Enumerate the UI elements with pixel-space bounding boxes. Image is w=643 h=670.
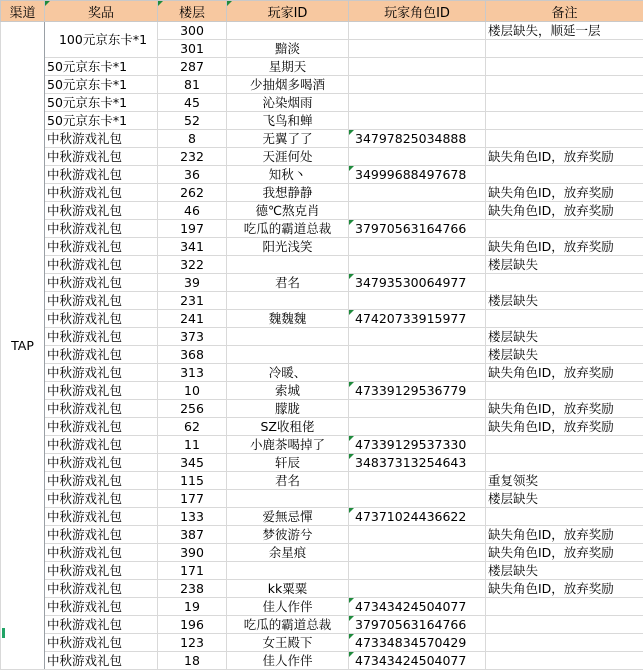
table-row [1,310,643,328]
note-cell[interactable]: 楼层缺失，顺延一层 [486,22,643,40]
role-id-cell[interactable] [349,544,486,562]
player-id-cell[interactable]: 魏魏魏 [227,310,349,328]
prize-cell[interactable]: 中秋游戏礼包 [45,436,158,454]
note-cell[interactable]: 缺失角色ID，放弃奖励 [486,238,643,256]
table-row [1,22,643,40]
floor-cell[interactable]: 171 [158,562,227,580]
player-id-cell[interactable]: 女王殿下 [227,634,349,652]
floor-cell[interactable]: 232 [158,148,227,166]
role-id-cell[interactable] [349,400,486,418]
floor-cell[interactable]: 301 [158,40,227,58]
note-cell[interactable] [486,94,643,112]
floor-cell[interactable]: 238 [158,580,227,598]
note-cell[interactable] [486,310,643,328]
player-id-cell[interactable]: 余星痕 [227,544,349,562]
prize-cell[interactable]: 中秋游戏礼包 [45,364,158,382]
floor-cell[interactable]: 18 [158,652,227,670]
role-id-cell[interactable] [349,292,486,310]
player-id-cell[interactable]: 吃瓜的霸道总裁 [227,616,349,634]
prize-cell[interactable]: 中秋游戏礼包 [45,328,158,346]
floor-cell[interactable]: 373 [158,328,227,346]
floor-cell[interactable]: 287 [158,58,227,76]
floor-cell[interactable]: 390 [158,544,227,562]
prize-cell[interactable]: 中秋游戏礼包 [45,418,158,436]
table-row [1,346,643,364]
prize-cell[interactable]: 中秋游戏礼包 [45,310,158,328]
role-id-cell[interactable] [349,58,486,76]
floor-cell[interactable]: 241 [158,310,227,328]
player-id-cell[interactable]: 无翼了了 [227,130,349,148]
table-row [1,436,643,454]
table-row [1,112,643,130]
note-cell[interactable] [486,220,643,238]
prize-cell[interactable]: 中秋游戏礼包 [45,202,158,220]
note-cell[interactable] [486,508,643,526]
player-id-cell[interactable]: 飞鸟和蝉 [227,112,349,130]
table-row [1,598,643,616]
role-id-cell[interactable] [349,562,486,580]
note-cell[interactable] [486,382,643,400]
floor-cell[interactable]: 197 [158,220,227,238]
table-row [1,76,643,94]
table-row [1,652,643,670]
note-cell[interactable]: 楼层缺失 [486,256,643,274]
note-cell[interactable]: 缺失角色ID，放弃奖励 [486,400,643,418]
floor-cell[interactable]: 345 [158,454,227,472]
player-id-cell[interactable]: 君名 [227,472,349,490]
table-row [1,130,643,148]
player-id-cell[interactable]: 阳光浅笑 [227,238,349,256]
prize-cell[interactable]: 50元京东卡*1 [45,58,158,76]
note-cell[interactable] [486,598,643,616]
player-id-cell[interactable]: 吃瓜的霸道总裁 [227,220,349,238]
prize-cell[interactable]: 中秋游戏礼包 [45,580,158,598]
floor-cell[interactable]: 341 [158,238,227,256]
note-cell[interactable] [486,652,643,670]
role-id-cell[interactable] [349,148,486,166]
floor-cell[interactable]: 256 [158,400,227,418]
floor-cell[interactable]: 46 [158,202,227,220]
note-cell[interactable]: 缺失角色ID，放弃奖励 [486,202,643,220]
floor-cell[interactable]: 133 [158,508,227,526]
role-id-cell[interactable]: 47339129537330 [349,436,486,454]
floor-cell[interactable]: 387 [158,526,227,544]
floor-cell[interactable]: 19 [158,598,227,616]
table-row [1,544,643,562]
role-id-cell[interactable] [349,238,486,256]
table-row [1,148,643,166]
note-cell[interactable] [486,454,643,472]
role-id-cell[interactable] [349,328,486,346]
role-id-cell[interactable]: 47343424504077 [349,652,486,670]
player-id-cell[interactable]: kk粟粟 [227,580,349,598]
note-cell[interactable]: 楼层缺失 [486,328,643,346]
header-channel[interactable]: 渠道 [1,1,45,22]
player-id-cell[interactable]: 爱無忌憚 [227,508,349,526]
prize-cell[interactable]: 中秋游戏礼包 [45,184,158,202]
table-row [1,256,643,274]
floor-cell[interactable]: 81 [158,76,227,94]
table-row [1,400,643,418]
note-cell[interactable] [486,274,643,292]
prize-cell[interactable]: 中秋游戏礼包 [45,490,158,508]
prize-cell[interactable]: 中秋游戏礼包 [45,400,158,418]
prize-cell[interactable]: 中秋游戏礼包 [45,472,158,490]
player-id-cell[interactable] [227,346,349,364]
player-id-cell[interactable]: 小鹿茶喝掉了 [227,436,349,454]
prize-cell[interactable]: 中秋游戏礼包 [45,634,158,652]
floor-cell[interactable]: 196 [158,616,227,634]
prize-cell[interactable]: 50元京东卡*1 [45,112,158,130]
prize-cell[interactable]: 50元京东卡*1 [45,94,158,112]
table-row [1,490,643,508]
floor-cell[interactable]: 177 [158,490,227,508]
prize-cell[interactable]: 中秋游戏礼包 [45,382,158,400]
role-id-cell[interactable]: 34837313254643 [349,454,486,472]
player-id-cell[interactable]: 轩辰 [227,454,349,472]
player-id-cell[interactable]: 知秋丶 [227,166,349,184]
prize-cell[interactable]: 中秋游戏礼包 [45,238,158,256]
player-id-cell[interactable]: 佳人作伴 [227,652,349,670]
floor-cell[interactable]: 36 [158,166,227,184]
note-cell[interactable]: 楼层缺失 [486,292,643,310]
prize-cell[interactable]: 中秋游戏礼包 [45,508,158,526]
role-id-cell[interactable] [349,76,486,94]
selection-handle[interactable] [2,628,5,638]
grid-body [1,22,643,670]
prize-cell[interactable]: 中秋游戏礼包 [45,616,158,634]
player-id-cell[interactable]: 德℃熬克肖 [227,202,349,220]
table-row [1,508,643,526]
table-row [1,238,643,256]
prize-cell[interactable]: 中秋游戏礼包 [45,256,158,274]
table-row [1,166,643,184]
table-row [1,292,643,310]
player-id-cell[interactable] [227,490,349,508]
note-cell[interactable]: 重复领奖 [486,472,643,490]
table-row [1,202,643,220]
note-cell[interactable] [486,112,643,130]
prize-cell[interactable]: 中秋游戏礼包 [45,454,158,472]
role-id-cell[interactable] [349,526,486,544]
role-id-cell[interactable] [349,256,486,274]
player-id-cell[interactable]: 君名 [227,274,349,292]
floor-cell[interactable]: 368 [158,346,227,364]
floor-cell[interactable]: 39 [158,274,227,292]
note-cell[interactable] [486,76,643,94]
role-id-cell[interactable] [349,364,486,382]
table-row [1,364,643,382]
prize-cell[interactable]: 中秋游戏礼包 [45,220,158,238]
player-id-cell[interactable]: 我想静静 [227,184,349,202]
channel-cell[interactable]: TAP [1,22,45,670]
role-id-cell[interactable] [349,472,486,490]
table-row [1,580,643,598]
player-id-cell[interactable]: 黯淡 [227,40,349,58]
role-id-cell[interactable]: 47343424504077 [349,598,486,616]
prize-cell[interactable]: 中秋游戏礼包 [45,274,158,292]
note-cell[interactable]: 缺失角色ID，放弃奖励 [486,526,643,544]
role-id-cell[interactable]: 47371024436622 [349,508,486,526]
note-cell[interactable] [486,166,643,184]
table-row [1,58,643,76]
prize-cell[interactable]: 100元京东卡*1 [45,22,158,58]
floor-cell[interactable]: 322 [158,256,227,274]
role-id-cell[interactable] [349,580,486,598]
header-role-id[interactable]: 玩家角色ID [349,1,486,22]
floor-cell[interactable]: 123 [158,634,227,652]
note-cell[interactable]: 缺失角色ID，放弃奖励 [486,580,643,598]
floor-cell[interactable]: 10 [158,382,227,400]
note-cell[interactable]: 缺失角色ID，放弃奖励 [486,364,643,382]
floor-cell[interactable]: 231 [158,292,227,310]
table-row [1,274,643,292]
prize-cell[interactable]: 中秋游戏礼包 [45,562,158,580]
prize-cell[interactable]: 中秋游戏礼包 [45,544,158,562]
player-id-cell[interactable]: 少抽烟多喝酒 [227,76,349,94]
floor-cell[interactable]: 115 [158,472,227,490]
note-cell[interactable]: 缺失角色ID，放弃奖励 [486,148,643,166]
floor-cell[interactable]: 52 [158,112,227,130]
note-cell[interactable]: 楼层缺失 [486,562,643,580]
role-id-cell[interactable]: 47339129536779 [349,382,486,400]
floor-cell[interactable]: 262 [158,184,227,202]
header-prize[interactable]: 奖品 [45,1,158,22]
prize-cell[interactable]: 中秋游戏礼包 [45,598,158,616]
note-cell[interactable]: 楼层缺失 [486,490,643,508]
role-id-cell[interactable]: 37970563164766 [349,220,486,238]
note-cell[interactable] [486,58,643,76]
header-player-id[interactable]: 玩家ID [227,1,349,22]
role-id-cell[interactable]: 34793530064977 [349,274,486,292]
role-id-cell[interactable] [349,40,486,58]
role-id-cell[interactable]: 34797825034888 [349,130,486,148]
table-row [1,418,643,436]
role-id-cell[interactable]: 34999688497678 [349,166,486,184]
prize-cell[interactable]: 中秋游戏礼包 [45,148,158,166]
role-id-cell[interactable] [349,418,486,436]
player-id-cell[interactable] [227,22,349,40]
prize-cell[interactable]: 中秋游戏礼包 [45,346,158,364]
role-id-cell[interactable]: 47334834570429 [349,634,486,652]
floor-cell[interactable]: 300 [158,22,227,40]
player-id-cell[interactable]: SZ收租佬 [227,418,349,436]
note-cell[interactable]: 缺失角色ID，放弃奖励 [486,418,643,436]
note-cell[interactable]: 缺失角色ID，放弃奖励 [486,544,643,562]
role-id-cell[interactable] [349,94,486,112]
role-id-cell[interactable] [349,346,486,364]
role-id-cell[interactable] [349,184,486,202]
table-row [1,184,643,202]
note-cell[interactable] [486,616,643,634]
player-id-cell[interactable]: 沁染烟雨 [227,94,349,112]
floor-cell[interactable]: 45 [158,94,227,112]
note-cell[interactable] [486,634,643,652]
player-id-cell[interactable] [227,256,349,274]
table-row [1,382,643,400]
player-id-cell[interactable]: 冷暖、 [227,364,349,382]
table-row [1,220,643,238]
note-cell[interactable] [486,40,643,58]
table-row [1,472,643,490]
role-id-cell[interactable]: 47420733915977 [349,310,486,328]
note-cell[interactable]: 缺失角色ID，放弃奖励 [486,184,643,202]
role-id-cell[interactable] [349,112,486,130]
floor-cell[interactable]: 313 [158,364,227,382]
header-floor[interactable]: 楼层 [158,1,227,22]
table-row [1,616,643,634]
role-id-cell[interactable] [349,22,486,40]
role-id-cell[interactable]: 37970563164766 [349,616,486,634]
table-row [1,562,643,580]
floor-cell[interactable]: 62 [158,418,227,436]
prize-cell[interactable]: 中秋游戏礼包 [45,652,158,670]
player-id-cell[interactable] [227,328,349,346]
note-cell[interactable] [486,436,643,454]
prize-cell[interactable]: 中秋游戏礼包 [45,166,158,184]
player-id-cell[interactable]: 星期天 [227,58,349,76]
note-cell[interactable] [486,130,643,148]
player-id-cell[interactable] [227,562,349,580]
header-row [1,1,643,22]
prize-cell[interactable]: 中秋游戏礼包 [45,130,158,148]
prize-cell[interactable]: 中秋游戏礼包 [45,526,158,544]
table-row [1,526,643,544]
player-id-cell[interactable]: 天涯何处 [227,148,349,166]
prize-cell[interactable]: 中秋游戏礼包 [45,292,158,310]
table-row [1,328,643,346]
player-id-cell[interactable] [227,292,349,310]
player-id-cell[interactable]: 索城 [227,382,349,400]
table-row [1,634,643,652]
player-id-cell[interactable]: 佳人作伴 [227,598,349,616]
table-row [1,454,643,472]
player-id-cell[interactable]: 梦彼游兮 [227,526,349,544]
note-cell[interactable]: 楼层缺失 [486,346,643,364]
player-id-cell[interactable]: 朦胧 [227,400,349,418]
header-note[interactable]: 备注 [486,1,643,22]
prize-cell[interactable]: 50元京东卡*1 [45,76,158,94]
role-id-cell[interactable] [349,202,486,220]
floor-cell[interactable]: 8 [158,130,227,148]
floor-cell[interactable]: 11 [158,436,227,454]
table-row [1,94,643,112]
role-id-cell[interactable] [349,490,486,508]
